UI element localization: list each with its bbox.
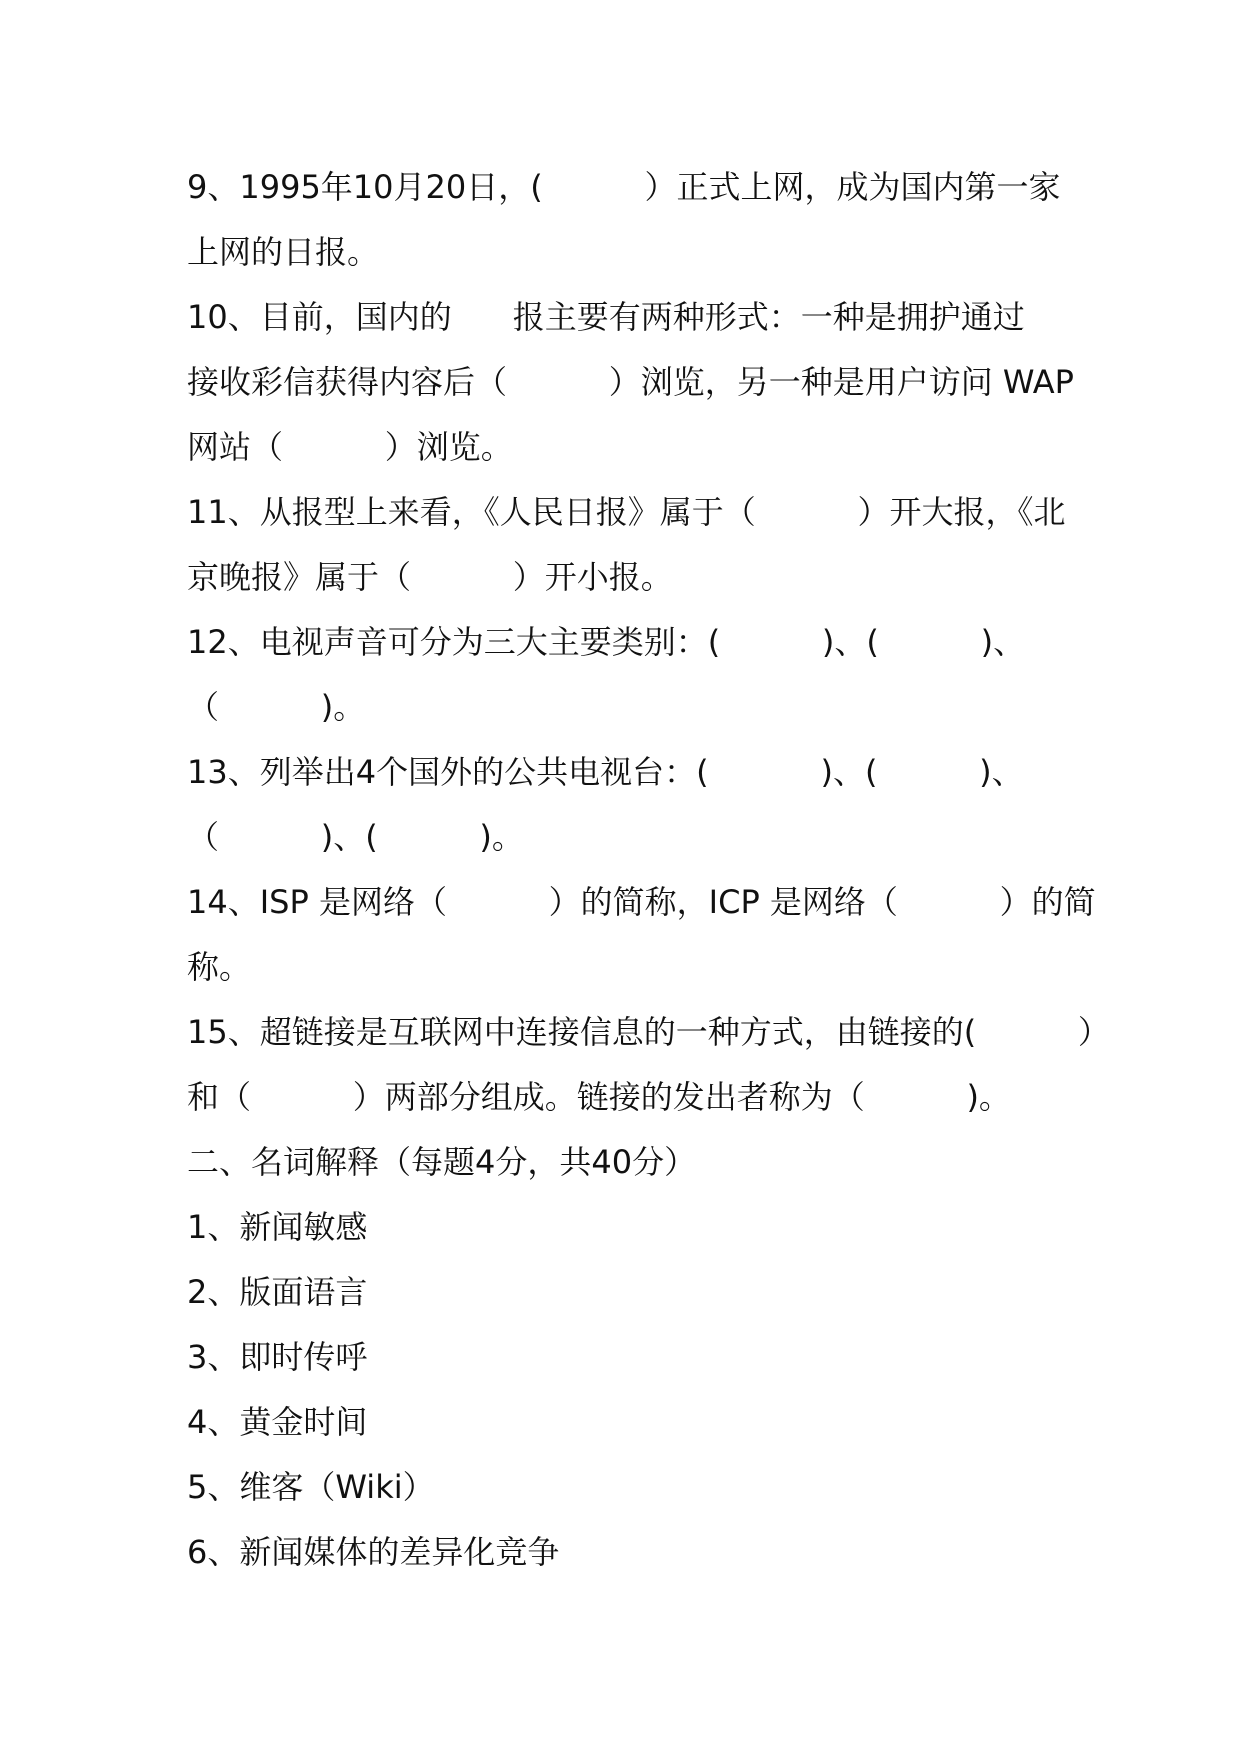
term-3: 3、即时传呼 <box>187 1338 368 1376</box>
question-10-line-1: 10、目前，国内的 报主要有两种形式：一种是拥护通过 <box>187 298 1025 336</box>
question-14-line-2: 称。 <box>187 948 252 986</box>
section-2-heading: 二、名词解释（每题4分，共40分） <box>187 1143 697 1181</box>
question-14-line-1: 14、ISP 是网络（ ）的简称，ICP 是网络（ ）的简 <box>187 883 1096 921</box>
term-5: 5、维客（Wiki） <box>187 1468 435 1506</box>
question-15-line-2: 和（ ）两部分组成。链接的发出者称为（ )。 <box>187 1078 1011 1116</box>
document-body <box>187 155 1187 1585</box>
term-1: 1、新闻敏感 <box>187 1208 368 1246</box>
question-9-line-1: 9、1995年10月20日，( ）正式上网，成为国内第一家 <box>187 168 1061 206</box>
question-15-line-1: 15、超链接是互联网中连接信息的一种方式，由链接的( ） <box>187 1013 1110 1051</box>
question-12-line-2: （ )。 <box>187 688 366 726</box>
question-12-line-1: 12、电视声音可分为三大主要类别：( )、( )、 <box>187 623 1026 661</box>
question-13-line-2: （ )、( )。 <box>187 818 524 856</box>
term-2: 2、版面语言 <box>187 1273 368 1311</box>
question-10-line-2: 接收彩信获得内容后（ ）浏览，另一种是用户访问 WAP <box>187 363 1074 401</box>
question-10-line-3: 网站（ ）浏览。 <box>187 428 513 466</box>
question-11-line-2: 京晚报》属于（ ）开小报。 <box>187 558 673 596</box>
term-6: 6、新闻媒体的差异化竞争 <box>187 1533 560 1571</box>
question-11-line-1: 11、从报型上来看，《人民日报》属于（ ）开大报，《北 <box>187 493 1066 531</box>
term-4: 4、黄金时间 <box>187 1403 368 1441</box>
question-9-line-2: 上网的日报。 <box>187 233 380 271</box>
question-13-line-1: 13、列举出4个国外的公共电视台：( )、( )、 <box>187 753 1024 791</box>
